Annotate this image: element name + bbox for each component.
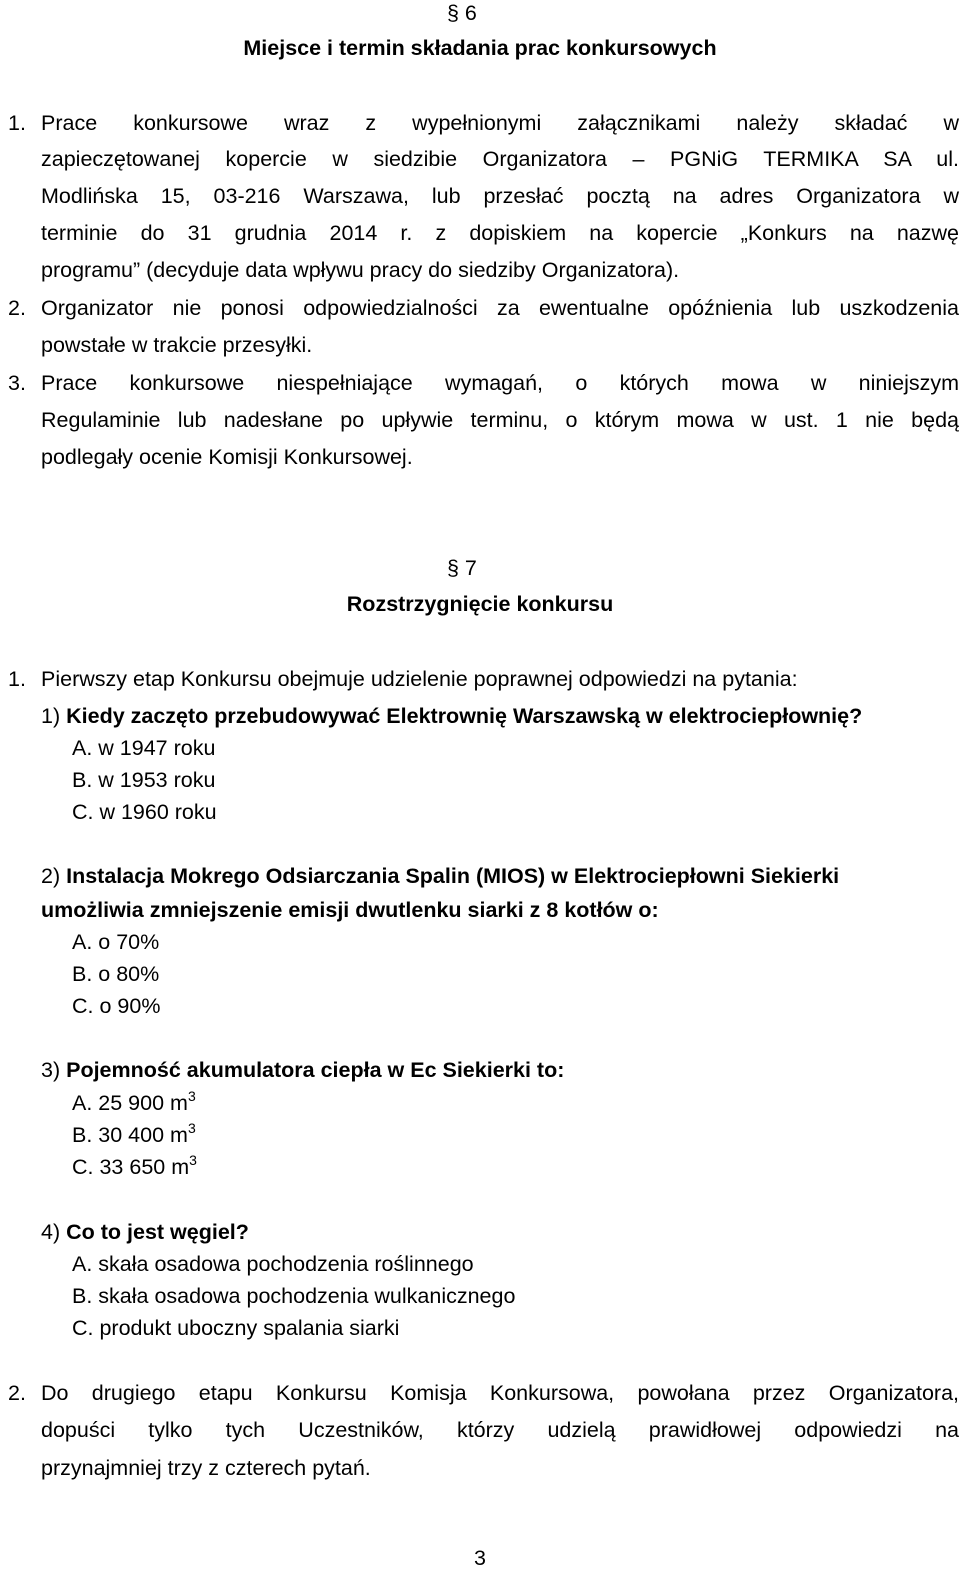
question-3-option-a xyxy=(72,1088,196,1115)
question-2-option-b: B. o 80% xyxy=(72,962,160,986)
question-2-option-c: C. o 90% xyxy=(72,994,161,1018)
s6-item-1-line-5: programu” (decyduje data wpływu pracy do siedziby Organizatora). xyxy=(41,258,680,282)
question-2-number: 2) xyxy=(41,864,61,888)
s6-item-2-line-2: powstałe w trakcie przesyłki. xyxy=(41,333,313,357)
question-4-number: 4) xyxy=(41,1220,61,1244)
question-3-option-b-text: B. 30 400 m xyxy=(72,1123,188,1147)
s7-item-2-number: 2. xyxy=(8,1381,26,1405)
page-number: 3 xyxy=(474,1546,486,1570)
s6-item-1-line-1: Prace konkursowe wraz z wypełnionymi załącznikami należy składać w xyxy=(41,111,959,135)
question-4-text: Co to jest węgiel? xyxy=(66,1220,249,1244)
s6-item-1-line-3: Modlińska 15, 03-216 Warszawa, lub przesłać pocztą na adres Organizatora w xyxy=(41,184,959,208)
s6-item-2-line-1: Organizator nie ponosi odpowiedzialności za ewentualne opóźnienia lub uszkodzenia xyxy=(41,296,959,320)
unit-superscript: 3 xyxy=(189,1152,197,1168)
s7-item-2-line-1: Do drugiego etapu Konkursu Komisja Konkursowa, powołana przez Organizatora, xyxy=(41,1381,959,1405)
question-3-text: Pojemność akumulatora ciepła w Ec Siekierki to: xyxy=(66,1058,565,1082)
s6-item-3-line-3: podlegały ocenie Komisji Konkursowej. xyxy=(41,445,413,469)
question-2-text-line-2: umożliwia zmniejszenie emisji dwutlenku siarki z 8 kotłów o: xyxy=(41,898,659,922)
s7-item-1-text: Pierwszy etap Konkursu obejmuje udzielenie poprawnej odpowiedzi na pytania: xyxy=(41,667,798,691)
question-4-option-b: B. skała osadowa pochodzenia wulkanicznego xyxy=(72,1284,516,1308)
question-2 xyxy=(41,866,839,888)
question-4 xyxy=(41,1222,249,1244)
section-title-7: Rozstrzygnięcie konkursu xyxy=(346,592,614,616)
question-3-option-c xyxy=(72,1152,197,1179)
question-1-number: 1) xyxy=(41,704,61,728)
question-3-option-a-text: A. 25 900 m xyxy=(72,1091,188,1115)
question-3 xyxy=(41,1060,564,1082)
question-4-option-c: C. produkt uboczny spalania siarki xyxy=(72,1316,400,1340)
s6-item-3-line-1: Prace konkursowe niespełniające wymagań, o których mowa w niniejszym xyxy=(41,371,959,395)
s6-item-3-number: 3. xyxy=(8,371,26,395)
question-3-option-c-text: C. 33 650 m xyxy=(72,1155,190,1179)
section-sign-6: § 6 xyxy=(447,1,477,25)
question-2-option-a: A. o 70% xyxy=(72,930,160,954)
s7-item-2-line-3: przynajmniej trzy z czterech pytań. xyxy=(41,1456,371,1480)
s7-item-2-line-2: dopuści tylko tych Uczestników, którzy udzielą prawidłowej odpowiedzi na xyxy=(41,1418,959,1442)
unit-superscript: 3 xyxy=(187,1088,196,1104)
s6-item-2-number: 2. xyxy=(8,296,26,320)
question-1-option-a: A. w 1947 roku xyxy=(72,736,216,760)
s7-item-1-number: 1. xyxy=(8,667,26,691)
question-1 xyxy=(41,706,862,728)
question-4-option-a: A. skała osadowa pochodzenia roślinnego xyxy=(72,1252,474,1276)
s6-item-1-line-4: terminie do 31 grudnia 2014 r. z dopiskiem na kopercie „Konkurs na nazwę xyxy=(41,221,959,245)
question-3-number: 3) xyxy=(41,1058,61,1082)
question-2-text-line-1: Instalacja Mokrego Odsiarczania Spalin (MIOS) w Elektrociepłowni Siekierki xyxy=(66,864,840,888)
s6-item-1-number: 1. xyxy=(8,111,26,135)
question-1-option-c: C. w 1960 roku xyxy=(72,800,217,824)
s6-item-3-line-2: Regulaminie lub nadesłane po upływie terminu, o którym mowa w ust. 1 nie będą xyxy=(41,408,959,432)
question-1-text: Kiedy zaczęto przebudowywać Elektrownię Warszawską w elektrociepłownię? xyxy=(66,704,863,728)
section-sign-7: § 7 xyxy=(447,556,477,580)
question-1-option-b: B. w 1953 roku xyxy=(72,768,216,792)
section-title-6: Miejsce i termin składania prac konkursowych xyxy=(243,36,717,60)
s6-item-1-line-2: zapieczętowanej kopercie w siedzibie Organizatora – PGNiG TERMIKA SA ul. xyxy=(41,147,959,171)
question-3-option-b xyxy=(72,1120,196,1147)
unit-superscript: 3 xyxy=(187,1120,196,1136)
